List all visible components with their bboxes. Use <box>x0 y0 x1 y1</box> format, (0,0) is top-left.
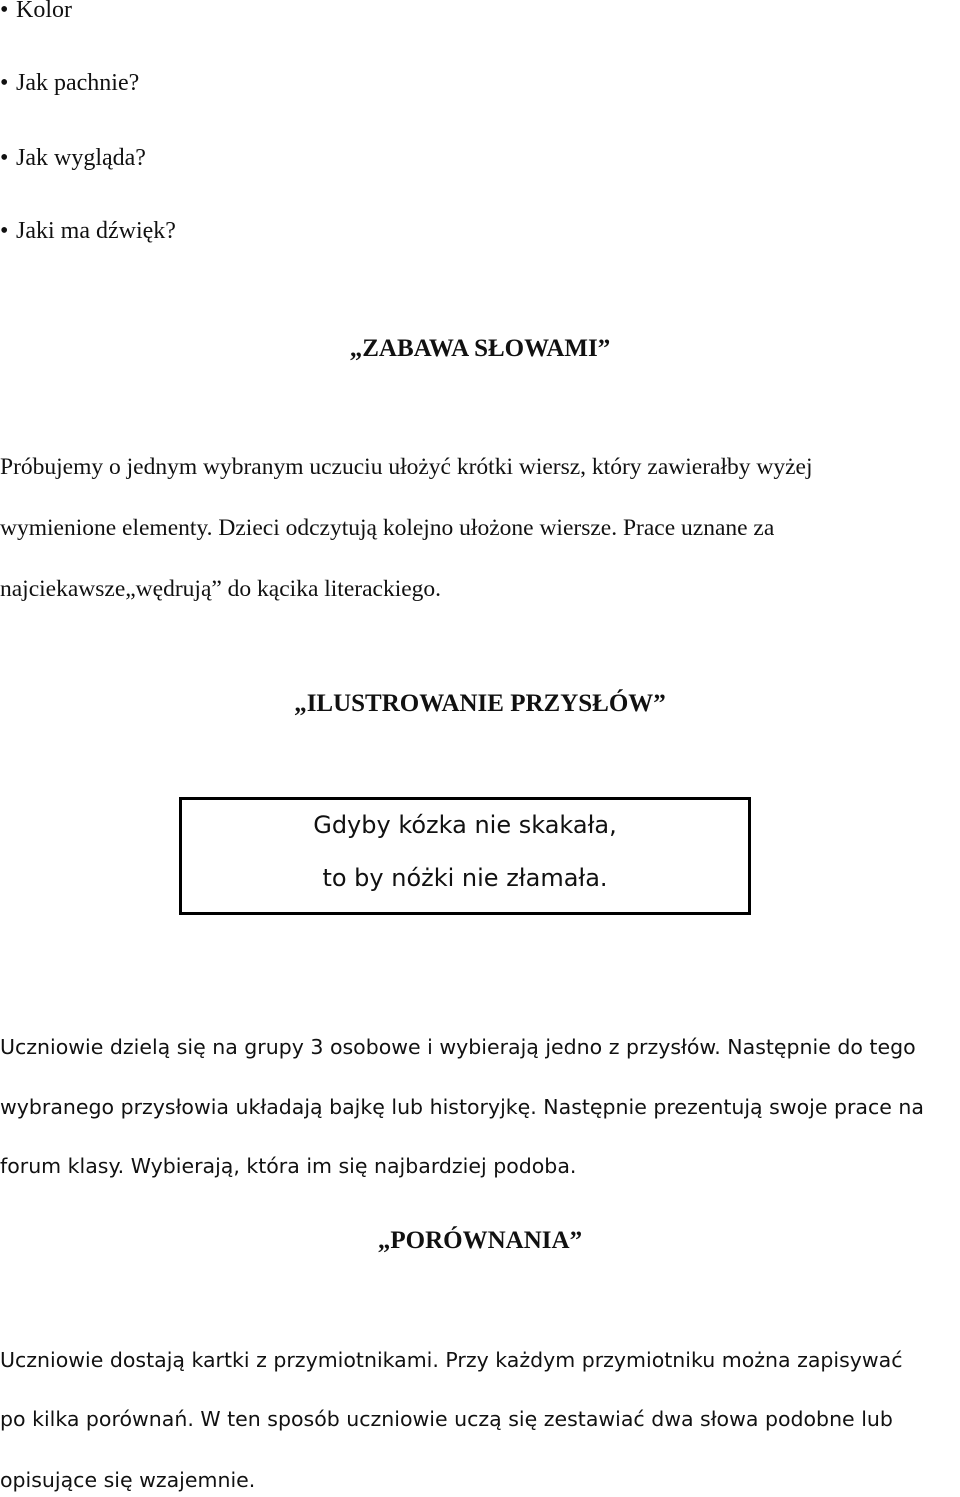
paragraph-line: Uczniowie dostają kartki z przymiotnikami. Przy każdym przymiotniku można zapisywać <box>0 1348 903 1372</box>
section-heading-ilustrowanie-przyslow: „ILUSTROWANIE PRZYSŁÓW” <box>294 690 666 717</box>
proverb-line: Gdyby kózka nie skakała, <box>313 811 617 839</box>
paragraph-line: opisujące się wzajemnie. <box>0 1468 256 1492</box>
proverb-line: to by nóżki nie złamała. <box>322 864 608 892</box>
list-item <box>0 145 146 172</box>
list-item-text: Jak pachnie? <box>16 70 140 96</box>
paragraph-line: wymienione elementy. Dzieci odczytują kolejno ułożone wiersze. Prace uznane za <box>0 515 775 541</box>
paragraph-line: wybranego przysłowia układają bajkę lub historyjkę. Następnie prezentują swoje prace na <box>0 1095 924 1119</box>
bullet-icon: • <box>0 218 9 244</box>
section-heading-porownania: „PORÓWNANIA” <box>377 1227 583 1254</box>
paragraph-line: forum klasy. Wybierają, która im się najbardziej podoba. <box>0 1154 577 1178</box>
list-item <box>0 218 176 245</box>
paragraph-line: Próbujemy o jednym wybranym uczuciu ułożyć krótki wiersz, który zawierałby wyżej <box>0 454 813 480</box>
paragraph-line: Uczniowie dzielą się na grupy 3 osobowe i wybierają jedno z przysłów. Następnie do tego <box>0 1035 916 1059</box>
list-item <box>0 70 139 97</box>
proverb-box <box>179 797 751 915</box>
paragraph-line: po kilka porównań. W ten sposób uczniowie uczą się zestawiać dwa słowa podobne lub <box>0 1407 893 1431</box>
bullet-icon: • <box>0 145 9 171</box>
list-item-text: Kolor <box>16 0 72 23</box>
bullet-icon: • <box>0 0 9 23</box>
list-item-text: Jaki ma dźwięk? <box>16 218 176 244</box>
list-item-text: Jak wygląda? <box>16 145 146 171</box>
section-heading-zabawa-slowami: „ZABAWA SŁOWAMI” <box>349 335 611 362</box>
paragraph-line: najciekawsze„wędrują” do kącika literackiego. <box>0 576 442 602</box>
list-item <box>0 0 72 24</box>
bullet-icon: • <box>0 70 9 96</box>
